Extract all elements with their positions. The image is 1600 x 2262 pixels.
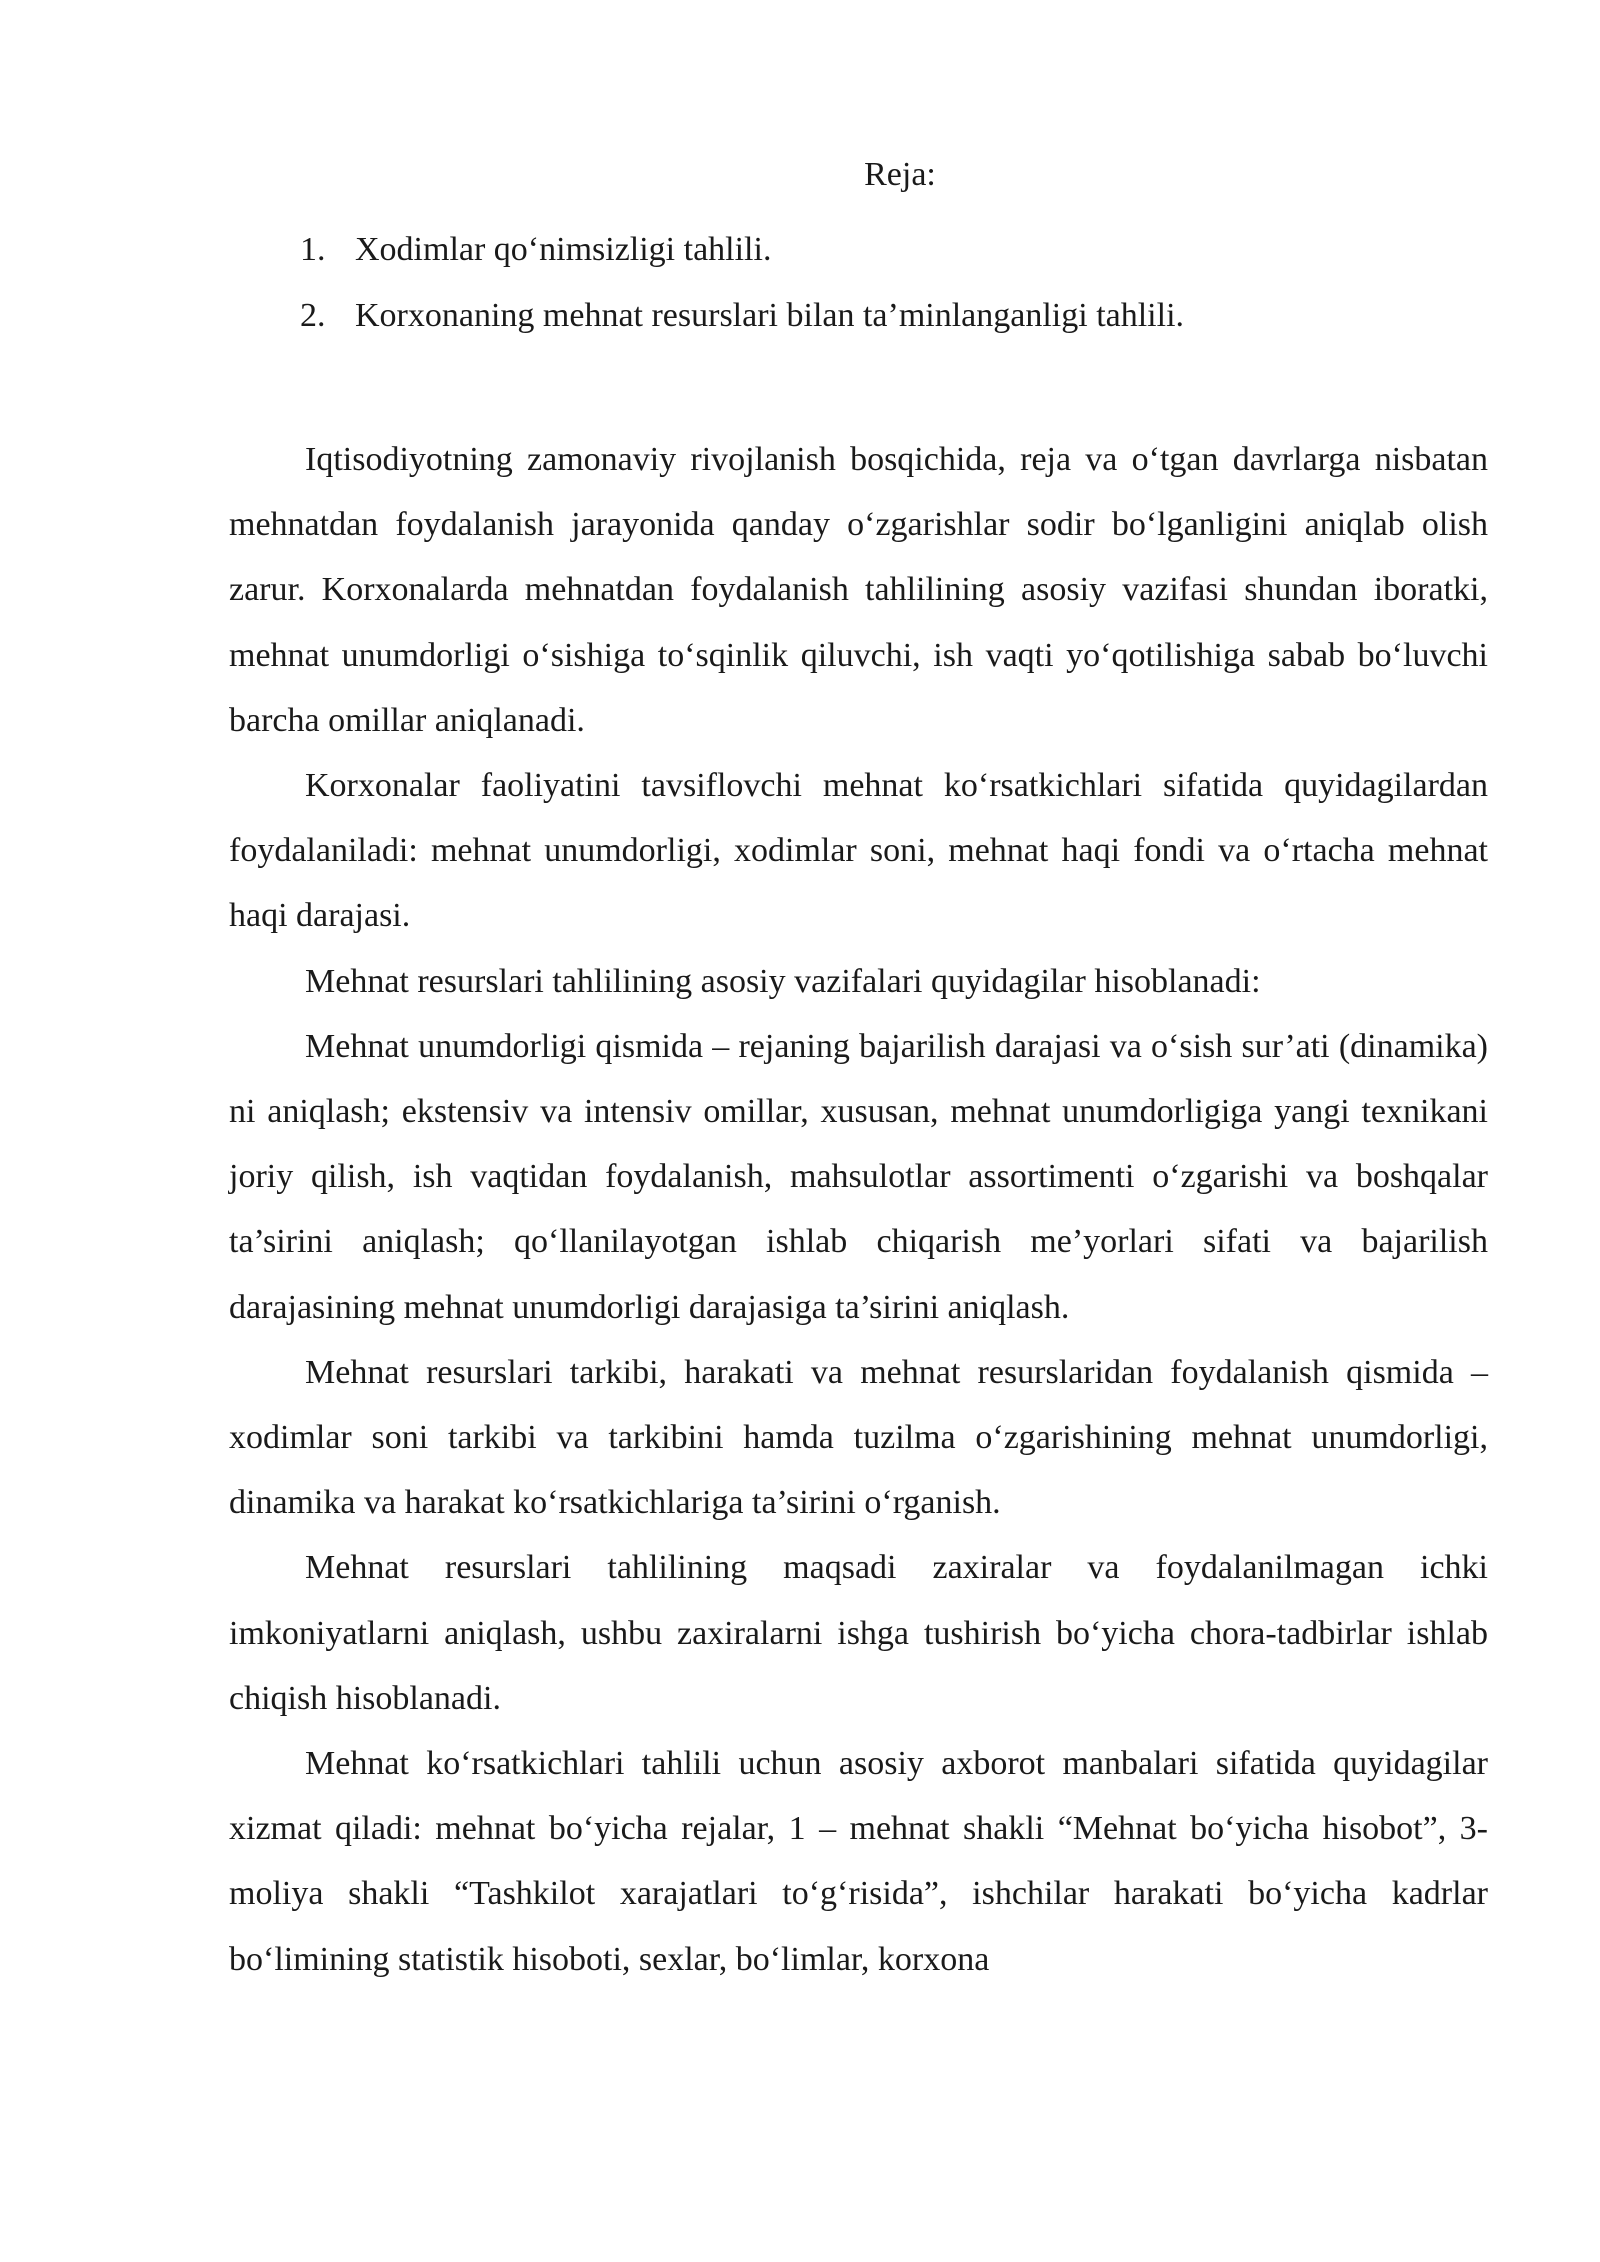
plan-list xyxy=(300,217,1500,349)
paragraph: Mehnat unumdorligi qismida – rejaning bajarilish darajasi va o‘sish sur’ati (dinamika) ni aniqlash; ekstensiv va intensiv omillar, xususan, mehnat unumdorligiga yangi texnikani joriy qilish, ish vaqtidan foydalanish, mahsulotlar assortimenti o‘zgarishi va boshqalar ta’sirini aniqlash; qo‘llanilayotgan ishlab chiqarish me’yorlari sifati va bajarilish darajasining mehnat unumdorligi darajasiga ta’sirini aniqlash. xyxy=(229,1027,1488,1326)
paragraph: Korxonalar faoliyatini tavsiflovchi mehnat ko‘rsatkichlari sifatida quyidagilardan foydalaniladi: mehnat unumdorligi, xodimlar soni, mehnat haqi fondi va o‘rtacha mehnat haqi darajasi. xyxy=(229,767,1488,935)
plan-item-number: 1. xyxy=(300,231,326,268)
plan-item-number: 2. xyxy=(300,297,326,334)
paragraph: Mehnat resurslari tahlilining asosiy vazifalari quyidagilar hisoblanadi: xyxy=(305,962,1261,1000)
body-text xyxy=(229,427,1488,1992)
paragraph: Mehnat resurslari tahlilining maqsadi zaxiralar va foydalanilmagan ichki imkoniyatlarni aniqlash, ushbu zaxiralarni ishga tushirish bo‘yicha chora-tadbirlar ishlab chiqish hisoblanadi. xyxy=(229,1549,1488,1717)
plan-item xyxy=(300,217,1500,283)
paragraph: Mehnat resurslari tarkibi, harakati va mehnat resurslaridan foydalanish qismida – xodimlar soni tarkibi va tarkibini hamda tuzilma o‘zgarishining mehnat unumdorligi, dinamika va harakat ko‘rsatkichlariga ta’sirini o‘rganish. xyxy=(229,1353,1488,1522)
paragraph: Iqtisodiyotning zamonaviy rivojlanish bosqichida, reja va o‘tgan davrlarga nisbatan mehnatdan foydalanish jarayonida qanday o‘zgarishlar sodir bo‘lganligini aniqlab olish zarur. Korxonalarda mehnatdan foydalanish tahlilining asosiy vazifasi shundan iboratki, mehnat unumdorligi o‘sishiga to‘sqinlik qiluvchi, ish vaqti yo‘qotilishiga sabab bo‘luvchi barcha omillar aniqlanadi. xyxy=(229,441,1488,739)
plan-item-text: Korxonaning mehnat resurslari bilan ta’minlanganligi tahlili. xyxy=(355,297,1185,334)
plan-item-text: Xodimlar qo‘nimsizligi tahlili. xyxy=(355,231,772,268)
plan-item xyxy=(300,283,1500,349)
paragraph: Mehnat ko‘rsatkichlari tahlili uchun asosiy axborot manbalari sifatida quyidagilar xizmat qiladi: mehnat bo‘yicha rejalar, 1 – mehnat shakli “Mehnat bo‘yicha hisobot”, 3-moliya shakli “Tashkilot xarajatlari to‘g‘risida”, ishchilar harakati bo‘yicha kadrlar bo‘limining statistik hisoboti, sexlar, bo‘limlar, korxona xyxy=(229,1745,1488,1978)
plan-title: Reja: xyxy=(864,156,936,193)
